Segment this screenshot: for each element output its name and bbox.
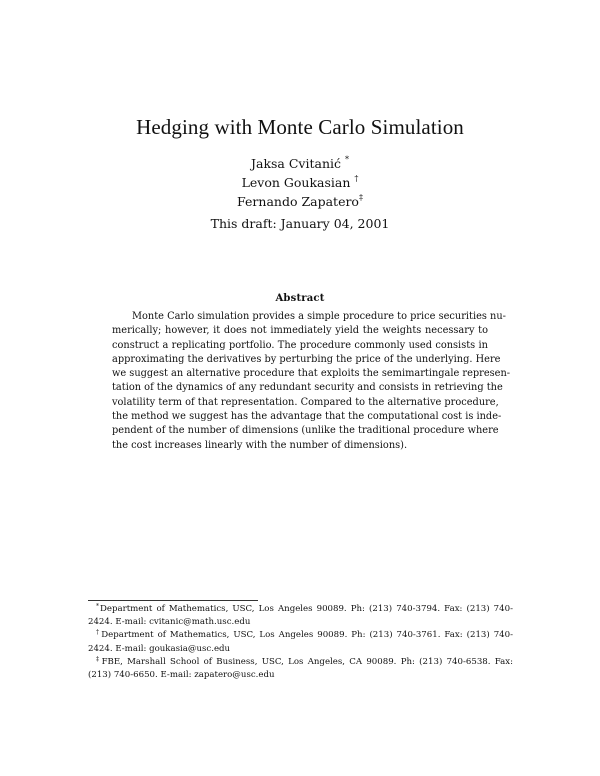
footnote-mark: * <box>96 603 99 610</box>
paper-title: Hedging with Monte Carlo Simulation <box>136 115 464 139</box>
abstract-line: approximating the derivatives by perturbing the price of the underlying. Here <box>112 353 501 365</box>
footnote-line <box>88 656 513 669</box>
footnote-line: (213) 740-6650. E-mail: zapatero@usc.edu <box>88 669 275 680</box>
abstract-line: merically; however, it does not immediately yield the weights necessary to <box>112 325 488 337</box>
abstract-line: the cost increases linearly with the number of dimensions). <box>112 439 408 451</box>
footnote-line <box>88 603 513 616</box>
abstract-line: construct a replicating portfolio. The procedure commonly used consists in <box>112 339 488 351</box>
footnotes <box>88 603 513 682</box>
abstract-line: we suggest an alternative procedure that exploits the semimartingale represen- <box>112 368 511 380</box>
author-1 <box>0 154 600 173</box>
footnote-text: Department of Mathematics, USC, Los Angeles 90089. Ph: (213) 740-3794. Fax: (213) 740- <box>100 604 513 614</box>
abstract-line: the method we suggest has the advantage that the computational cost is inde- <box>112 411 502 423</box>
footnote-mark: † <box>96 629 101 637</box>
author-footnote-mark: * <box>345 155 349 164</box>
abstract-line: tation of the dynamics of any redundant security and consists in retrieving the <box>112 382 503 394</box>
author-name: Fernando Zapatero <box>237 194 359 209</box>
abstract-body <box>112 310 511 453</box>
author-footnote-mark: ‡ <box>358 193 363 202</box>
author-2 <box>0 173 600 192</box>
author-3 <box>0 192 600 211</box>
footnote-rule <box>88 600 258 601</box>
footnote-line <box>88 629 513 642</box>
abstract-heading: Abstract <box>275 293 325 304</box>
abstract-line: pendent of the number of dimensions (unlike the traditional procedure where <box>112 425 499 437</box>
draft-date: This draft: January 04, 2001 <box>210 216 390 231</box>
author-list <box>0 154 600 211</box>
abstract-line: volatility term of that representation. Compared to the alternative procedure, <box>112 396 499 408</box>
author-name: Jaksa Cvitanić <box>250 156 342 171</box>
author-name: Levon Goukasian <box>241 175 351 190</box>
footnote-line: 2424. E-mail: goukasia@usc.edu <box>88 643 231 654</box>
footnote-line: 2424. E-mail: cvitanic@math.usc.edu <box>88 617 251 628</box>
footnote-text: FBE, Marshall School of Business, USC, Los Angeles, CA 90089. Ph: (213) 740-6538. Fax: <box>101 656 514 667</box>
abstract-line: Monte Carlo simulation provides a simple procedure to price securities nu- <box>132 311 506 322</box>
footnote-mark: ‡ <box>96 655 101 663</box>
author-footnote-mark: † <box>354 174 359 183</box>
footnote-text: Department of Mathematics, USC, Los Angeles 90089. Ph: (213) 740-3761. Fax: (213) 740- <box>101 630 514 641</box>
